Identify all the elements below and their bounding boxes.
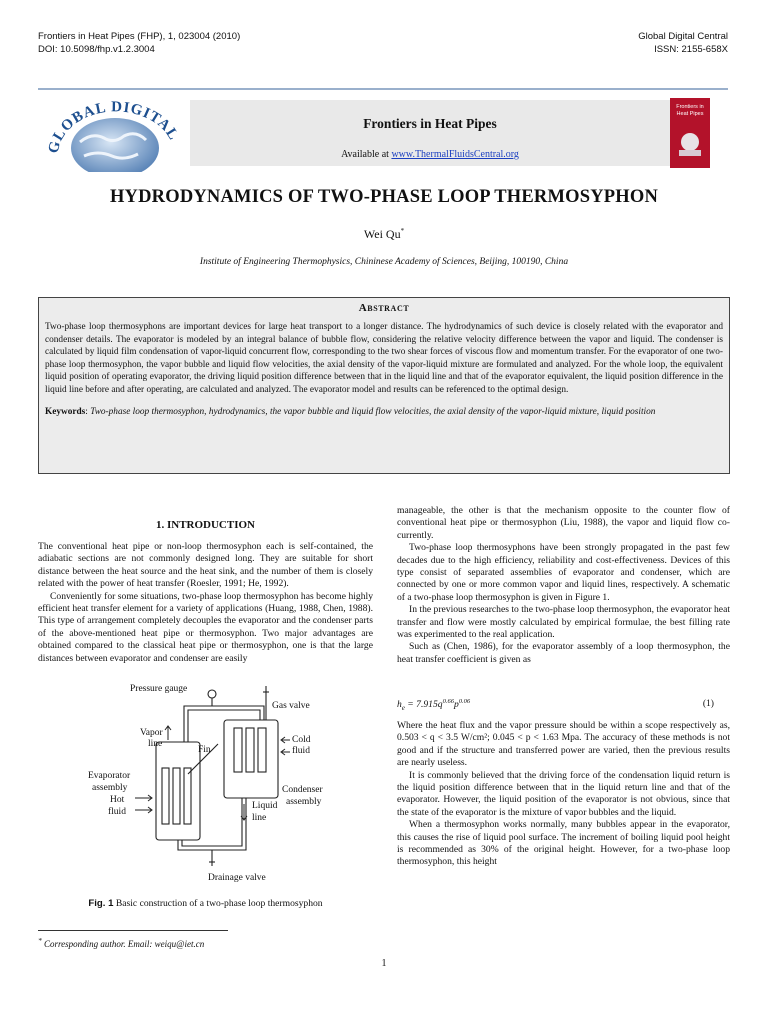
masthead-band — [190, 100, 670, 166]
figure-1-caption — [38, 898, 373, 909]
page-number: 1 — [381, 958, 387, 969]
label-evaporator-2: assembly — [92, 783, 128, 793]
footnote-mark: * — [38, 936, 42, 945]
journal-title: Frontiers in Heat Pipes — [363, 116, 497, 131]
label-hot-1: Hot — [110, 795, 125, 805]
label-vapor-line-2: line — [148, 739, 163, 749]
column-left — [38, 541, 373, 665]
intro-paragraph-1: The conventional heat pipe or non-loop thermosyphon each is self-contained, the adiabatic sections are not commonly designed long. They are suitable for short distance between the heat source and the heat sink, and the number of them is closely related with the power of heat transfer (Roesler, 1991; He, 1992). — [38, 541, 373, 590]
figure-label: Fig. 1 — [88, 898, 114, 909]
figure-1-schematic — [88, 680, 328, 885]
abstract-heading: Abstract — [358, 302, 410, 314]
keywords: Keywords: Two-phase loop thermosyphon, hydrodynamics, the vapor bubble and liquid flow velocities, the axial density of the vapor-liquid mixture, liquid position — [45, 406, 656, 417]
cover-title: Frontiers in Heat Pipes — [676, 104, 704, 117]
column-right-top — [397, 505, 730, 666]
equation-body: $h_e = 7.915q^{0.66}p^{0.06}$ — [397, 698, 471, 713]
label-vapor-line-1: Vapor — [140, 728, 163, 738]
author-name: Wei Qu — [363, 227, 401, 241]
equation-number: (1) — [702, 698, 714, 709]
keywords-label: Keywords — [45, 406, 86, 417]
doi: DOI: 10.5098/fhp.v1.2.3004 — [38, 44, 155, 55]
masthead — [38, 88, 728, 172]
label-evaporator-1: Evaporator — [88, 771, 131, 781]
journal-url-link[interactable]: www.ThermalFluidsCentral.org — [391, 149, 519, 160]
intro-paragraph-2: Conveniently for some situations, two-phase loop thermosyphon has become highly efficient heat transfer element for a variety of applications (Huang, 1988, Chen, 1988). This type of arrangement completely decouples the evaporator and the condenser parts of the above-mentioned heat pipe or thermosyphon. Two major advantages are obtained compared to the classical heat pipe or thermosyphon, one is that the large distances between evaporator and condenser are easily — [38, 590, 373, 664]
col2-paragraph-6: When a thermosyphon works normally, many bubbles appear in the evaporator, this causes the rise of liquid pool surface. The increment of boiling liquid pool height is recommended as 30% of the original height. However, for a two-phase loop thermosyphon, this height — [397, 819, 730, 868]
journal-citation: Frontiers in Heat Pipes (FHP), 1, 023004 (2010) — [38, 31, 241, 42]
column-right-bottom — [397, 720, 730, 869]
col2-paragraph-1: Two-phase loop thermosyphons have been strongly propagated in the past few decades due to the high efficiency, reliability and cost-effectiveness. Devices of this type consist of separated assemblies of evaporator and condenser, which are connected by one or more common vapor and liquid lines, respectively. A schematic of a two-phase loop thermosyphon is given in Figure 1. — [397, 542, 730, 603]
section-heading-introduction: 1. INTRODUCTION — [155, 519, 255, 531]
author-line — [0, 227, 768, 242]
paper-title: HYDRODYNAMICS OF TWO-PHASE LOOP THERMOSYPHON — [109, 187, 659, 207]
label-condenser-2: assembly — [286, 797, 322, 807]
col2-paragraph-5: It is commonly believed that the driving force of the condensation liquid return is the liquid position difference between that in the liquid return line and that of the evaporator. However, the liquid position of the evaporator is not obvious, since that the state of the evaporator is the mixture of vapor bubbles and the liquid. — [397, 769, 730, 818]
author-mark: * — [400, 227, 405, 235]
col2-paragraph-3: Such as (Chen, 1986), for the evaporator assembly of a loop thermosyphon, the heat transfer coefficient is given as — [397, 641, 730, 665]
label-pressure-gauge: Pressure gauge — [130, 684, 188, 694]
label-fin: Fin — [198, 745, 211, 755]
publisher-name: Global Digital Central — [638, 31, 728, 42]
issn: ISSN: 2155-658X — [654, 44, 728, 55]
abstract-box — [38, 297, 730, 474]
footnote-text: Corresponding author. Email: weiqu@iet.cn — [44, 939, 205, 949]
label-cold-2: fluid — [292, 746, 310, 756]
col2-paragraph-4: Where the heat flux and the vapor pressure should be within a scope respectively as, 0.503 < q < 3.5 W/cm²; 0.045 < p < 1.63 Mpa. The accuracy of these methods is not good and if the structure and transferred power are varied, then the previous results are nearly useless. — [397, 720, 730, 769]
journal-cover-thumbnail — [670, 98, 710, 168]
label-gas-valve: Gas valve — [272, 701, 310, 711]
label-condenser-1: Condenser — [282, 785, 323, 795]
footnote — [38, 936, 204, 949]
footnote-rule — [38, 930, 228, 931]
available-prefix: Available at — [341, 149, 392, 160]
label-liquid-2: line — [252, 813, 267, 823]
affiliation: Institute of Engineering Thermophysics, Chininese Academy of Sciences, Beijing, 100190, China — [199, 257, 569, 267]
col2-paragraph-2: In the previous researches to the two-phase loop thermosyphon, the evaporator heat transfer and flow were mostly calculated by empirical formulae, the best filling rate was experimented to the real application. — [397, 604, 730, 641]
label-hot-2: fluid — [108, 807, 126, 817]
running-header-right — [638, 30, 728, 56]
keywords-text: Two-phase loop thermosyphon, hydrodynamics, the vapor bubble and liquid flow velocities, the axial density of the vapor-liquid mixture, liquid position — [90, 406, 656, 417]
abstract-body: Two-phase loop thermosyphons are important devices for large heat transport to a longer distance. The hydrodynamics of such device is closely related with the evaporator and condenser details. The evaporator is modeled by an integral balance of bubble flow, considering the relative velocity difference between the vapor and liquid. The condenser is calculated by liquid film condensation of vapor-liquid concurrent flow, corresponding to the two shear forces of viscous flow and momentum transfer. For the evaporator of one two-phase loop thermosyphon, the vapor bubble and liquid flow velocities, the axial density of the vapor-liquid mixture are formulated and analyzed. For the whole loop, the equivalent liquid position of operating evaporator, the driving liquid position difference between that in the liquid line and that of the evaporator equivalent, the liquid position difference in the liquid line before and after operating, are calculated and analyzed. The evaporator model and results can be referenced to the optimal design. — [45, 322, 723, 395]
col2-paragraph-0: manageable, the other is that the mechanism opposite to the counter flow of conventional heat pipe or thermosyphon (Liu, 1988), the vapor and liquid flow co-currently. — [397, 505, 730, 541]
global-digital-central-logo — [40, 92, 190, 172]
running-header-left — [38, 30, 240, 56]
label-liquid-1: Liquid — [252, 801, 278, 811]
equation-1 — [397, 698, 730, 714]
availability-line — [190, 149, 670, 160]
figure-caption-text: Basic construction of a two-phase loop thermosyphon — [113, 898, 323, 909]
label-cold-1: Cold — [292, 735, 311, 745]
logo-text: GLOBAL DIGITAL — [45, 99, 182, 155]
label-drainage-valve: Drainage valve — [208, 873, 266, 883]
